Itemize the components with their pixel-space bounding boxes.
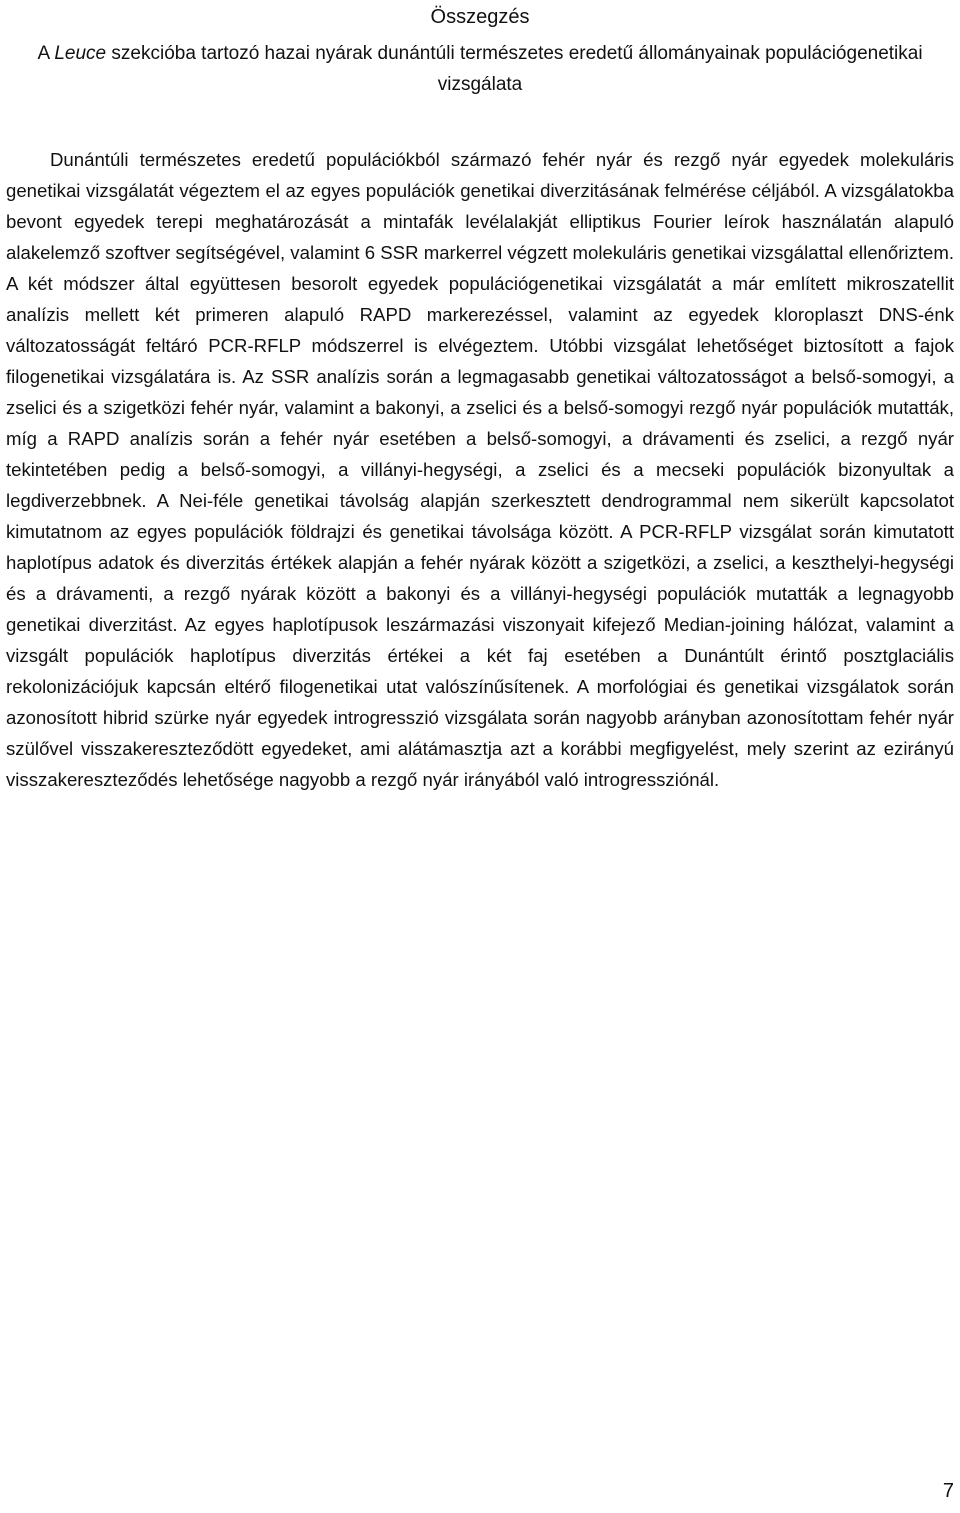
title-suffix: szekcióba tartozó hazai nyárak dunántúli természetes eredetű állományainak populációgenetikai vizsgálata [106, 43, 923, 95]
title-prefix: A [37, 43, 55, 64]
section-heading: Összegzés [430, 6, 530, 28]
summary-body [6, 144, 954, 795]
title-genus: Leuce [54, 43, 107, 64]
summary-paragraph: Dunántúli természetes eredetű populációkból származó fehér nyár és rezgő nyár egyedek molekuláris genetikai vizsgálatát végeztem el az egyes populációk genetikai diverzitásának felmérése céljából. A vizsgálatokba bevont egyedek terepi meghatározását a mintafák levélalakját elliptikus Fourier leírok használatán alapuló alakelemző szoftver segítségével, valamint 6 SSR markerrel végzett molekuláris genetikai vizsgálattal ellenőriztem. A két módszer által együttesen besorolt egyedek populációgenetikai vizsgálatát a már említett mikroszatellit analízis mellett két primeren alapuló RAPD markerezéssel, valamint az egyedek kloroplaszt DNS-énk változatosságát feltáró PCR-RFLP módszerrel is elvégeztem. Utóbbi vizsgálat lehetőséget biztosított a fajok filogenetikai vizsgálatára is. Az SSR analízis során a legmagasabb genetikai változatosságot a belső-somogyi, a zselici és a szigetközi fehér nyár, valamint a bakonyi, a zselici és a belső-somogyi rezgő nyár populációk mutatták, míg a RAPD analízis során a fehér nyár esetében a belső-somogyi, a drávamenti és zselici, a rezgő nyár tekintetében pedig a belső-somogyi, a villányi-hegységi, a zselici és a mecseki populációk bizonyultak a legdiverzebbnek. A Nei-féle genetikai távolság alapján szerkesztett dendrogrammal nem sikerült kapcsolatot kimutatnom az egyes populációk földrajzi és genetikai távolsága között. A PCR-RFLP vizsgálat során kimutatott haplotípus adatok és diverzitás értékek alapján a fehér nyárak között a szigetközi, a zselici, a keszthelyi-hegységi és a drávamenti, a rezgő nyárak között a bakonyi és a villányi-hegységi populációk mutatták a legnagyobb genetikai diverzitást. Az egyes haplotípusok leszármazási viszonyait kifejező Median-joining hálózat, valamint a vizsgált populációk haplotípus diverzitás értékei a két faj esetében a Dunántúlt érintő posztglaciális rekolonizációjuk kapcsán eltérő filogenetikai utat valószínűsítenek. A morfológiai és genetikai vizsgálatok során azonosított hibrid szürke nyár egyedek introgresszió vizsgálata során nagyobb arányban azonosítottam fehér nyár szülővel visszakereszteződött egyedeket, ami alátámasztja azt a korábbi megfigyelést, mely szerint az ezirányú visszakereszteződés lehetősége nagyobb a rezgő nyár irányából való introgressziónál. [6, 149, 954, 790]
page-number: 7 [942, 1480, 954, 1502]
document-title [30, 38, 930, 100]
